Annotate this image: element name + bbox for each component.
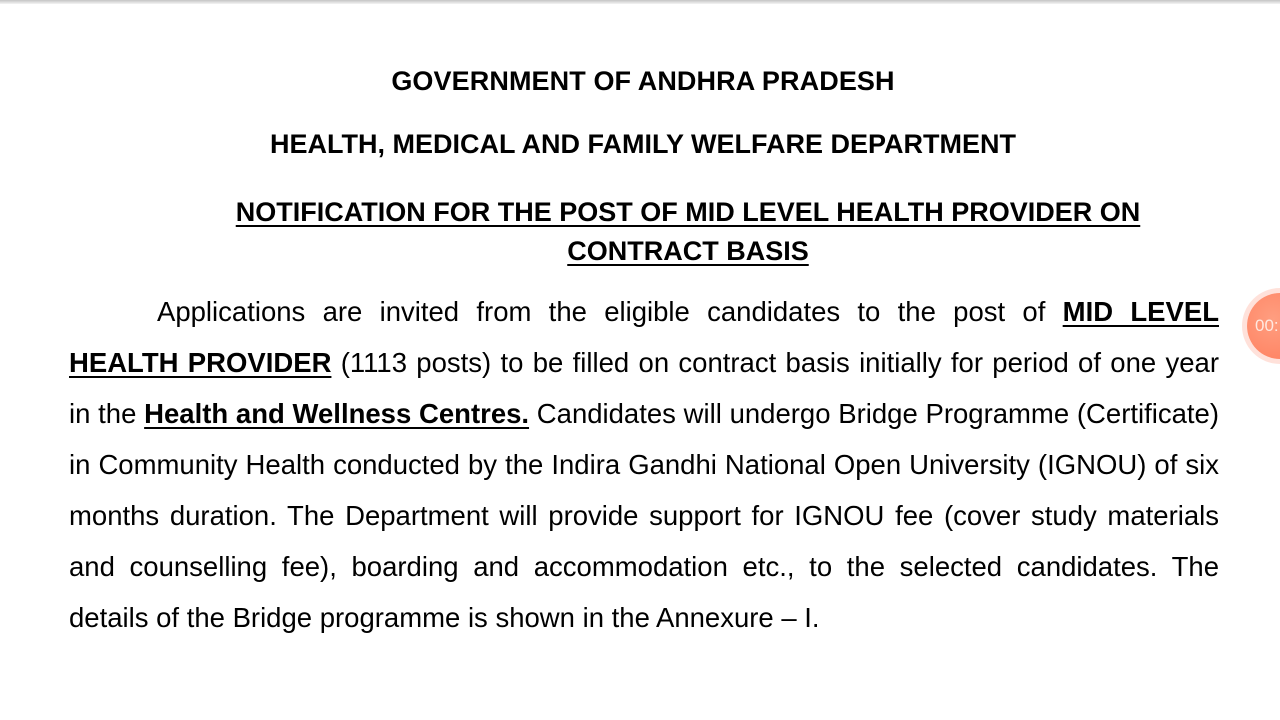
heading-notification: NOTIFICATION FOR THE POST OF MID LEVEL HEALTH PROVIDER ON CONTRACT BASIS [235, 197, 1141, 266]
post-name: MID LEVEL HEALTH PROVIDER [69, 296, 1219, 378]
floating-timer-button[interactable]: 00: [1247, 293, 1280, 359]
paragraph-text-3: Candidates will undergo Bridge Programme (Certificate) in Community Health conducted by the Indira Gandhi National Open University (IGNOU) of six months duration. The Department will provide support for IGNOU fee (cover study materials and counselling fee), boarding and accommodation etc., to the selected candidates. The details of the Bridge programme is shown in the Annexure – I. [69, 398, 1219, 633]
top-edge-shadow [0, 0, 1280, 4]
notification-paragraph [69, 286, 1219, 643]
heading-department: HEALTH, MEDICAL AND FAMILY WELFARE DEPARTMENT [269, 129, 1016, 159]
paragraph-text-2: (1113 posts) to be filled on contract basis initially for period of one year in the [69, 347, 1219, 429]
heading-government: GOVERNMENT OF ANDHRA PRADESH [391, 66, 895, 96]
centres-name: Health and Wellness Centres. [144, 398, 530, 429]
paragraph-text-1: Applications are invited from the eligible candidates to the post of [157, 296, 1063, 327]
